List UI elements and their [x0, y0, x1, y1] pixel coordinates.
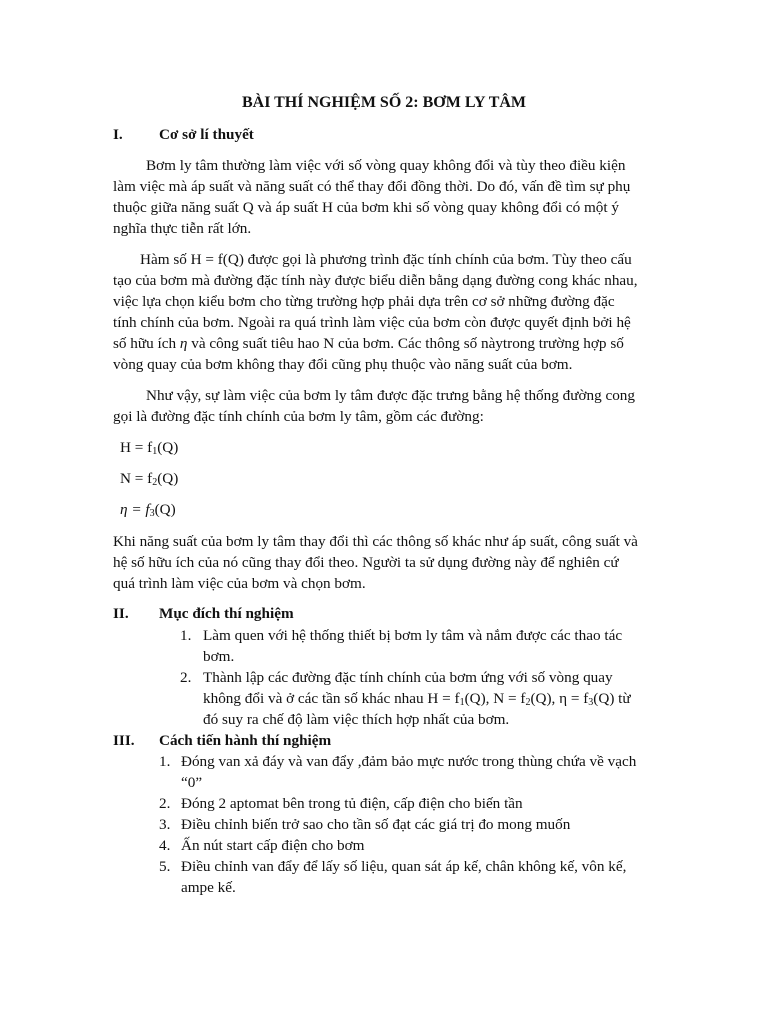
list-item-line: bơm. — [203, 648, 235, 665]
paragraph-2-line: số hữu ích η và công suất tiêu hao N của bơm. Các thông số nàytrong trường hợp số — [113, 335, 624, 352]
paragraph-4-line: quá trình làm việc của bơm và chọn bơm. — [113, 575, 366, 592]
list-item-line: Điều chỉnh biến trở sao cho tần số đạt các giá trị đo mong muốn — [181, 816, 571, 833]
paragraph-2-line: Hàm số H = f(Q) được gọi là phương trình đặc tính chính của bơm. Tùy theo cấu — [140, 251, 632, 268]
paragraph-3-line: Như vậy, sự làm việc của bơm ly tâm được đặc trưng bằng hệ thống đường cong — [146, 387, 635, 404]
paragraph-4-line: Khi năng suất của bơm ly tâm thay đổi thì các thông số khác như áp suất, công suất và — [113, 533, 638, 550]
equation-n: $N = f_2(Q)$ — [120, 470, 179, 488]
paragraph-3-line: gọi là đường đặc tính chính của bơm ly tâm, gồm các đường: — [113, 408, 484, 425]
list-item-line: Thành lập các đường đặc tính chính của bơm ứng với số vòng quay — [203, 669, 613, 686]
equation-h: $H = f_1(Q)$ — [120, 439, 179, 457]
list-item-line: Làm quen với hệ thống thiết bị bơm ly tâm và nắm được các thao tác — [203, 627, 623, 644]
paragraph-2-line: việc lựa chọn kiểu bơm cho từng trường hợp phải dựa trên cơ sở những đường đặc — [113, 293, 615, 310]
list-item-number: 1. — [180, 627, 192, 644]
paragraph-1-line: nghĩa thực tiễn rất lớn. — [113, 220, 252, 237]
list-item-number: 4. — [159, 837, 171, 854]
list-item-line: “0” — [181, 774, 203, 791]
list-item-line: đó suy ra chế độ làm việc thích hợp nhất của bơm. — [203, 711, 510, 728]
section-1-number: I. — [113, 126, 123, 143]
list-item-line: Đóng 2 aptomat bên trong tủ điện, cấp điện cho biến tần — [181, 795, 523, 812]
list-item-line: Điều chỉnh van đẩy để lấy số liệu, quan sát áp kế, chân không kế, vôn kế, — [181, 858, 627, 875]
paragraph-1-line: Bơm ly tâm thường làm việc với số vòng quay không đổi và tùy theo điều kiện — [146, 157, 626, 174]
list-item-line: ampe kế. — [181, 879, 236, 896]
document-title: BÀI THÍ NGHIỆM SỐ 2: BƠM LY TÂM — [241, 94, 527, 111]
list-item-number: 2. — [180, 669, 192, 686]
list-item-number: 2. — [159, 795, 171, 812]
section-2-heading: Mục đích thí nghiệm — [159, 605, 294, 622]
paragraph-1-line: thuộc giữa năng suất Q và áp suất H của bơm khi số vòng quay không đổi có một ý — [113, 199, 619, 216]
paragraph-1-line: làm việc mà áp suất và năng suất có thể thay đổi đồng thời. Do đó, vấn đề tìm sự phụ — [113, 178, 631, 195]
section-3-number: III. — [113, 732, 135, 749]
list-item-number: 3. — [159, 816, 171, 833]
list-item-line: Đóng van xả đáy và van đẩy ,đảm bảo mực nước trong thùng chứa về vạch — [181, 753, 637, 770]
section-2-number: II. — [113, 605, 129, 622]
paragraph-2-line: vòng quay của bơm không thay đổi cũng phụ thuộc vào năng suất của bơm. — [113, 356, 573, 373]
list-item-number: 1. — [159, 753, 171, 770]
section-3-heading: Cách tiến hành thí nghiệm — [159, 732, 332, 749]
paragraph-2-line: tạo của bơm mà đường đặc tính này được biểu diễn bằng dạng đường cong khác nhau, — [113, 272, 638, 289]
list-item-number: 5. — [159, 858, 171, 875]
section-1-heading: Cơ sở lí thuyết — [159, 126, 254, 143]
equation-eta: $\eta = f_3(Q)$ — [120, 501, 176, 519]
list-item-line: không đổi và ở các tần số khác nhau $H = f_1(Q)$, $N = f_2(Q)$, $\eta = f_3(Q)$ từ — [203, 690, 631, 708]
list-item-line: Ấn nút start cấp điện cho bơm — [181, 837, 365, 854]
paragraph-4-line: hệ số hữu ích của nó cũng thay đổi theo. Người ta sử dụng đường này để nghiên cứ — [113, 554, 619, 571]
paragraph-2-line: tính chính của bơm. Ngoài ra quá trình làm việc của bơm còn được quyết định bởi hệ — [113, 314, 631, 331]
